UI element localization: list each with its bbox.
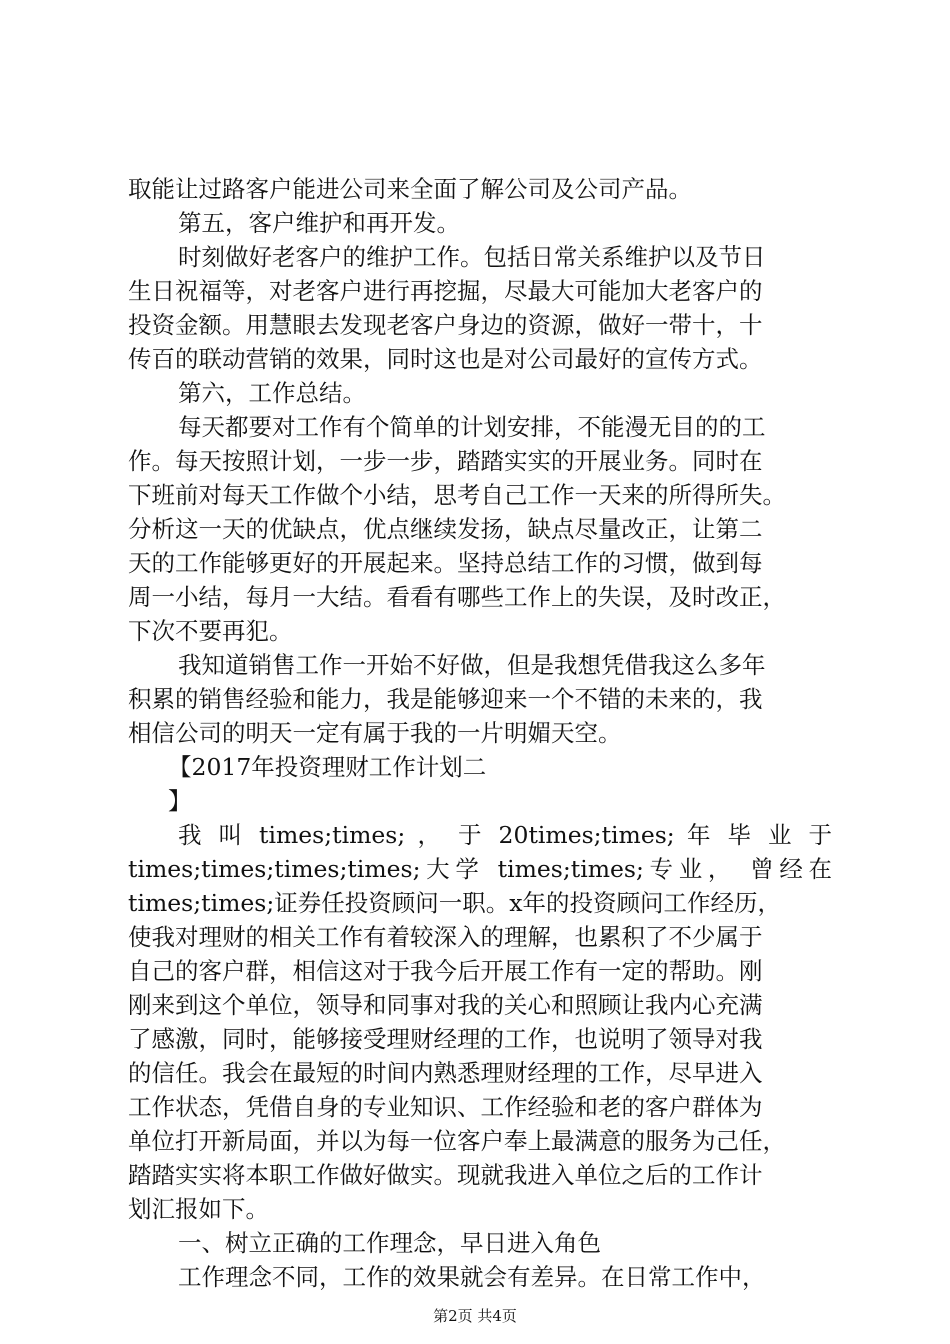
document-subtitle: 】 <box>168 787 192 815</box>
paragraph-line: 我知道销售工作一开始不好做，但是我想凭借我这么多年 <box>178 651 766 679</box>
paragraph-line: 投资金额。用慧眼去发现老客户身边的资源，做好一带十，十 <box>128 311 763 339</box>
paragraph-line: 作。每天按照计划，一步一步，踏踏实实的开展业务。同时在 <box>128 447 763 475</box>
paragraph-line: 了感激，同时，能够接受理财经理的工作，也说明了领导对我 <box>128 1025 763 1053</box>
paragraph-line: 工作理念不同，工作的效果就会有差异。在日常工作中， <box>178 1263 766 1291</box>
paragraph-line: 分析这一天的优缺点，优点继续发扬，缺点尽量改正，让第二 <box>128 515 763 543</box>
body-text <box>128 172 832 1294</box>
paragraph-line: 工作状态，凭借自身的专业知识、工作经验和老的客户群体为 <box>128 1093 763 1121</box>
paragraph-line: 刚来到这个单位，领导和同事对我的关心和照顾让我内心充满 <box>128 991 763 1019</box>
paragraph-line: times;times;证券任投资顾问一职。x年的投资顾问工作经历， <box>128 889 782 917</box>
paragraph-line: 下次不要再犯。 <box>128 617 293 645</box>
paragraph-line: 下班前对每天工作做个小结，思考自己工作一天来的所得所失。 <box>128 481 786 509</box>
paragraph-line: 我 叫 times;times; ， 于 20times;times; 年 毕 业 于 <box>178 821 832 849</box>
section-heading: 第六，工作总结。 <box>178 379 366 407</box>
section-heading: 一、树立正确的工作理念，早日进入角色 <box>178 1229 601 1257</box>
paragraph-line: 时刻做好老客户的维护工作。包括日常关系维护以及节日 <box>178 243 766 271</box>
paragraph-line: 生日祝福等，对老客户进行再挖掘，尽最大可能加大老客户的 <box>128 277 763 305</box>
paragraph-line: 划汇报如下。 <box>128 1195 269 1223</box>
paragraph-line: 单位打开新局面，并以为每一位客户奉上最满意的服务为己任， <box>128 1127 786 1155</box>
paragraph-line: 相信公司的明天一定有属于我的一片明媚天空。 <box>128 719 622 747</box>
paragraph-line: times;times;times;times;大学 times;times;专业， 曾经在 <box>128 855 832 883</box>
paragraph-line: 取能让过路客户能进公司来全面了解公司及公司产品。 <box>128 175 692 203</box>
paragraph-line: 天的工作能够更好的开展起来。坚持总结工作的习惯，做到每 <box>128 549 763 577</box>
document-subtitle: 【2017年投资理财工作计划二 <box>168 753 487 781</box>
paragraph-line: 自己的客户群，相信这对于我今后开展工作有一定的帮助。刚 <box>128 957 763 985</box>
paragraph-line: 踏踏实实将本职工作做好做实。现就我进入单位之后的工作计 <box>128 1161 763 1189</box>
section-heading: 第五，客户维护和再开发。 <box>178 209 460 237</box>
paragraph-line: 积累的销售经验和能力，我是能够迎来一个不错的未来的，我 <box>128 685 763 713</box>
paragraph-line: 使我对理财的相关工作有着较深入的理解，也累积了不少属于 <box>128 923 763 951</box>
paragraph-line: 传百的联动营销的效果，同时这也是对公司最好的宣传方式。 <box>128 345 763 373</box>
paragraph-line: 周一小结，每月一大结。看看有哪些工作上的失误，及时改正， <box>128 583 786 611</box>
paragraph-line: 每天都要对工作有个简单的计划安排，不能漫无目的的工 <box>178 413 766 441</box>
paragraph-line: 的信任。我会在最短的时间内熟悉理财经理的工作，尽早进入 <box>128 1059 763 1087</box>
page-number: 第2页 共4页 <box>433 1307 517 1325</box>
